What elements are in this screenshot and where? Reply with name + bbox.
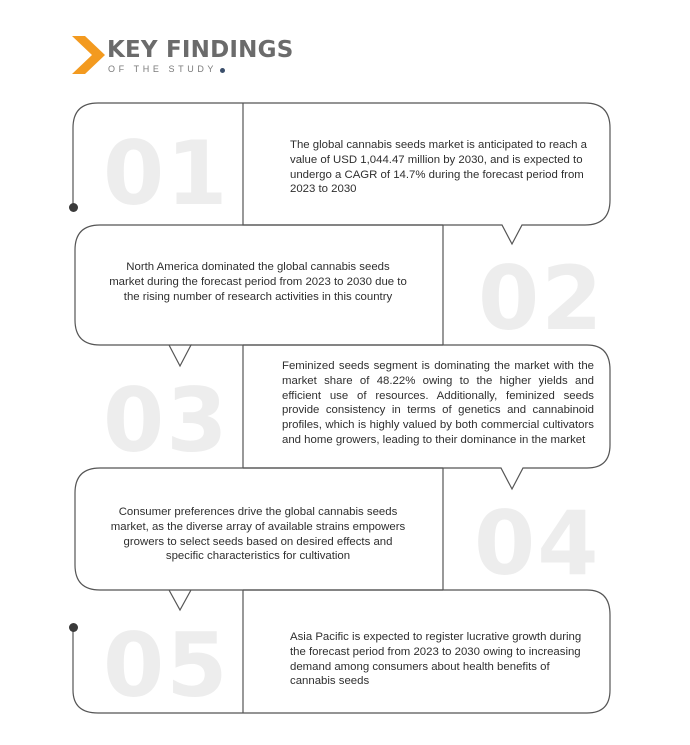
finding-number-03: 03 [103,369,230,472]
finding-text-01: The global cannabis seeds market is anticipated to reach a value of USD 1,044.47 million by 2030, and is expected to undergo a CAGR of 14.7% during the forecast period from 2023 to 2030 [290,139,587,196]
finding-number-01: 01 [103,122,230,225]
finding-text-04: Consumer preferences drive the global cannabis seeds market, as the diverse array of available strains empowers growers to select seeds based on desired effects and specific characteristics for cultivation [110,506,406,563]
finding-number-04: 04 [474,492,601,595]
timeline-bullet [69,623,78,632]
timeline-bullet [69,203,78,212]
page-subtitle: OF THE STUDY [108,64,218,74]
page-title: KEY FINDINGS [107,37,294,63]
finding-text-05: Asia Pacific is expected to register lucrative growth during the forecast period from 2023 to 2030 owing to increasing demand among consumers about health benefits of cannabis seeds [290,631,582,688]
finding-number-05: 05 [103,614,230,717]
finding-text-03: Feminized seeds segment is dominating the market with the market share of 48.22% owing to the higher yields and efficient use of resources. Additionally, feminized seeds provide consistency in terms of genetics and cannabinoid profiles, which is highly valued by both commercial cultivators and home growers, leading to their dominance in the market [282,360,594,446]
finding-number-02: 02 [478,247,605,350]
finding-text-02: North America dominated the global cannabis seeds market during the forecast period from 2023 to 2030 due to the rising number of research activities in this country [109,261,407,303]
